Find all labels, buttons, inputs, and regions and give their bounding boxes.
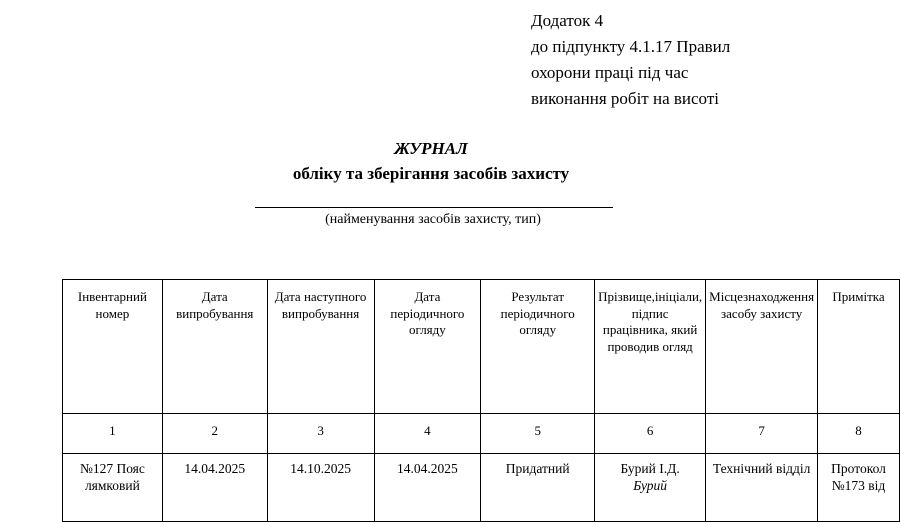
column-number: 1 bbox=[63, 414, 163, 454]
column-number: 2 bbox=[162, 414, 267, 454]
header-cell: Прізвище,ініціали, підпис працівника, який проводив огляд bbox=[595, 280, 706, 414]
fill-in-caption: (найменування засобів захисту, тип) bbox=[325, 212, 541, 227]
inventory-cell: №127 Пояс лямковий bbox=[63, 454, 163, 522]
inspection-date-cell: 14.04.2025 bbox=[374, 454, 481, 522]
column-number: 3 bbox=[267, 414, 374, 454]
journal-table bbox=[62, 279, 900, 522]
inspector-signature: Бурий bbox=[633, 477, 668, 493]
table-header-row bbox=[63, 280, 900, 414]
column-number: 7 bbox=[706, 414, 818, 454]
header-cell: Дата періодичного огляду bbox=[374, 280, 481, 414]
header-cell: Місцезнаходження засобу захисту bbox=[706, 280, 818, 414]
column-number-row bbox=[63, 414, 900, 454]
annex-note bbox=[531, 8, 730, 112]
column-number: 5 bbox=[481, 414, 595, 454]
header-cell: Інвентарний номер bbox=[63, 280, 163, 414]
document-title bbox=[0, 138, 862, 188]
column-number: 6 bbox=[595, 414, 706, 454]
annex-line-2: до підпункту 4.1.17 Правил bbox=[531, 37, 731, 56]
inspector-name: Бурий І.Д. bbox=[620, 461, 680, 476]
journal-title: ЖУРНАЛ bbox=[394, 139, 468, 158]
table-row bbox=[63, 454, 900, 522]
location-cell: Технічний відділ bbox=[706, 454, 818, 522]
annex-line-1: Додаток 4 bbox=[531, 11, 604, 30]
journal-subtitle: обліку та зберігання засобів захисту bbox=[292, 164, 570, 183]
column-number: 4 bbox=[374, 414, 481, 454]
inspector-cell bbox=[595, 454, 706, 522]
header-cell: Примітка bbox=[818, 280, 900, 414]
annex-line-3: охорони праці під час bbox=[531, 63, 689, 82]
column-number: 8 bbox=[818, 414, 900, 454]
header-cell: Дата наступного випробування bbox=[267, 280, 374, 414]
fill-in-line bbox=[255, 207, 613, 208]
next-test-date-cell: 14.10.2025 bbox=[267, 454, 374, 522]
result-cell: Придатний bbox=[481, 454, 595, 522]
test-date-cell: 14.04.2025 bbox=[162, 454, 267, 522]
annex-line-4: виконання робіт на висоті bbox=[531, 89, 719, 108]
header-cell: Дата випробування bbox=[162, 280, 267, 414]
note-cell: Протокол №173 від bbox=[818, 454, 900, 522]
header-cell: Результат періодичного огляду bbox=[481, 280, 595, 414]
